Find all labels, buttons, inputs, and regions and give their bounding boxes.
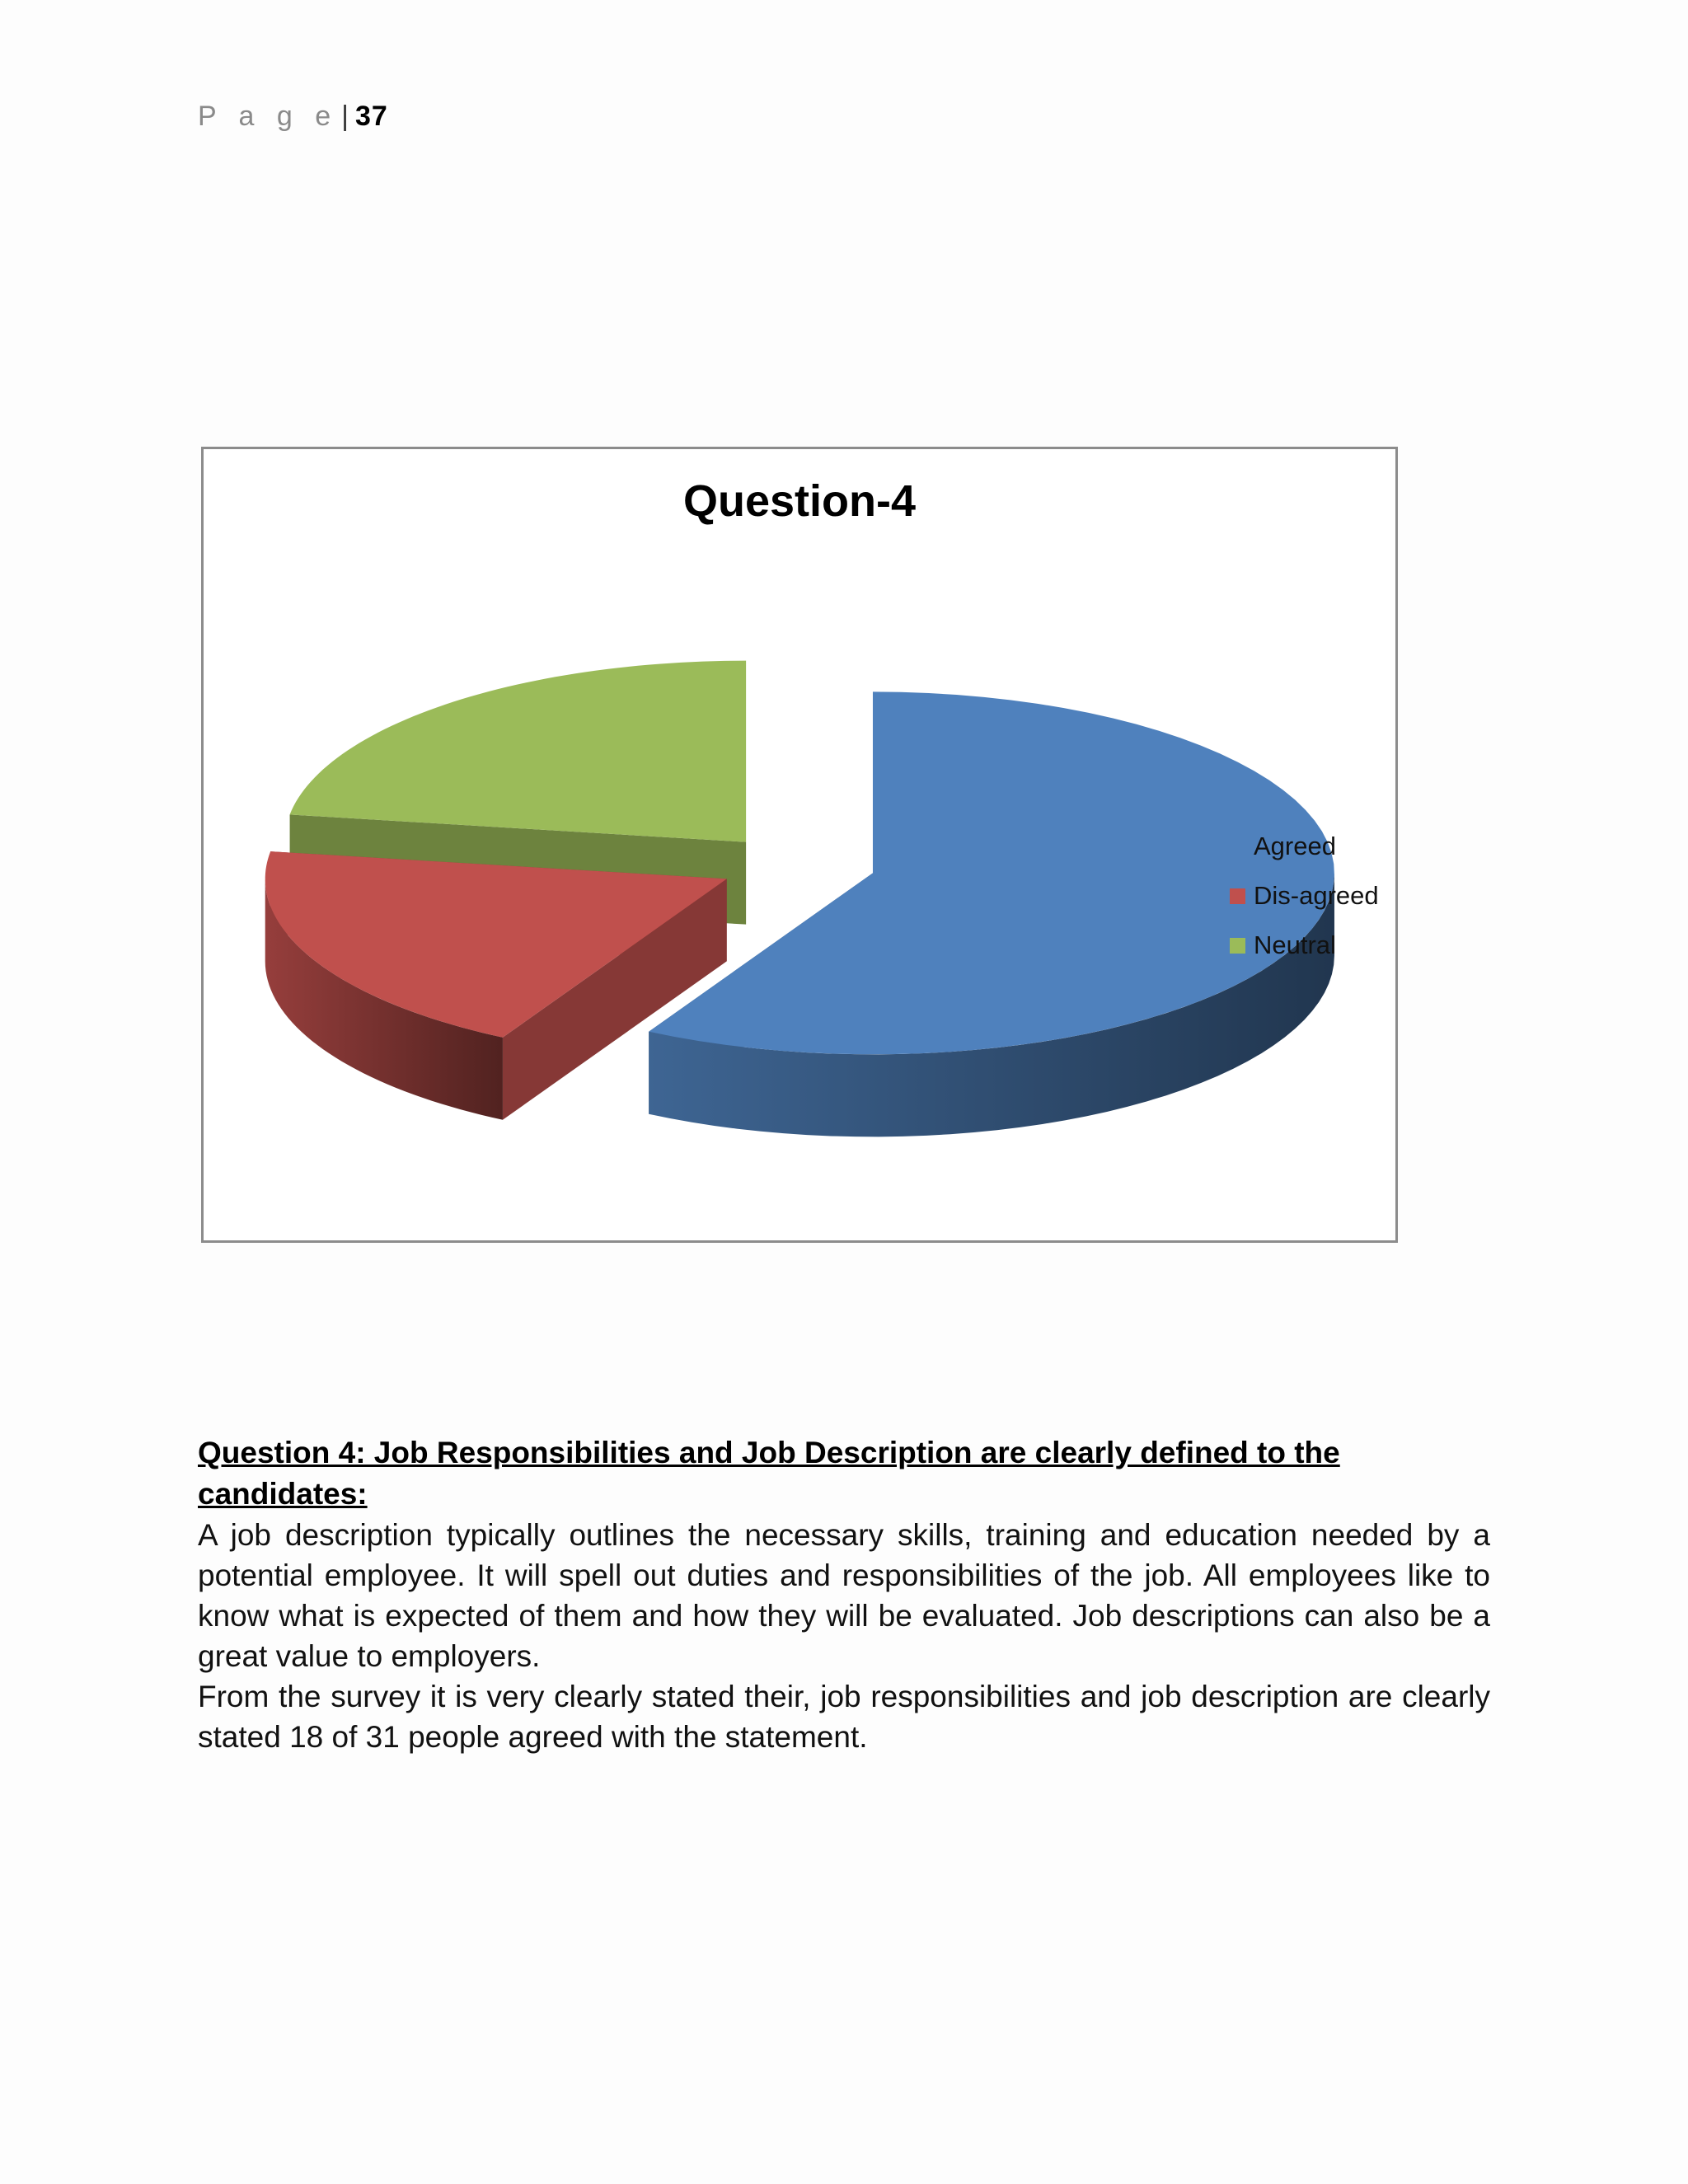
legend-swatch-disagreed [1230, 888, 1245, 904]
legend-swatch-agreed [1230, 839, 1245, 855]
legend-item-disagreed [1230, 871, 1379, 921]
legend-item-neutral [1230, 921, 1379, 970]
legend-label-neutral: Neutral [1254, 930, 1336, 959]
chart-legend [1230, 822, 1379, 970]
question-section [198, 1432, 1490, 1757]
legend-swatch-neutral [1230, 938, 1245, 954]
section-paragraph-1: A job description typically outlines the necessary skills, training and education needed by a potential employee. It will spell out duties and responsibilities of the job. All employees like to know what is expected of them and how they will be evaluated. Job descriptions can also be a great value to employers. [198, 1518, 1490, 1673]
chart-title: Question-4 [682, 476, 917, 526]
slice-neutral-top [290, 661, 747, 842]
legend-item-agreed [1230, 822, 1379, 871]
page-number: 37 [354, 101, 388, 132]
page-header [198, 101, 388, 133]
chart-frame [201, 447, 1398, 1243]
legend-label-disagreed: Dis-agreed [1254, 881, 1379, 910]
section-heading: Question 4: Job Responsibilities and Job Description are clearly defined to the candidates: [198, 1436, 1340, 1511]
page-word: P a g e [198, 101, 339, 132]
section-paragraph-2: From the survey it is very clearly stated their, job responsibilities and job description are clearly stated 18 of 31 people agreed with the statement. [198, 1680, 1490, 1754]
pie-chart [204, 449, 1395, 1240]
legend-label-agreed: Agreed [1254, 832, 1336, 860]
page-separator: | [341, 101, 349, 132]
